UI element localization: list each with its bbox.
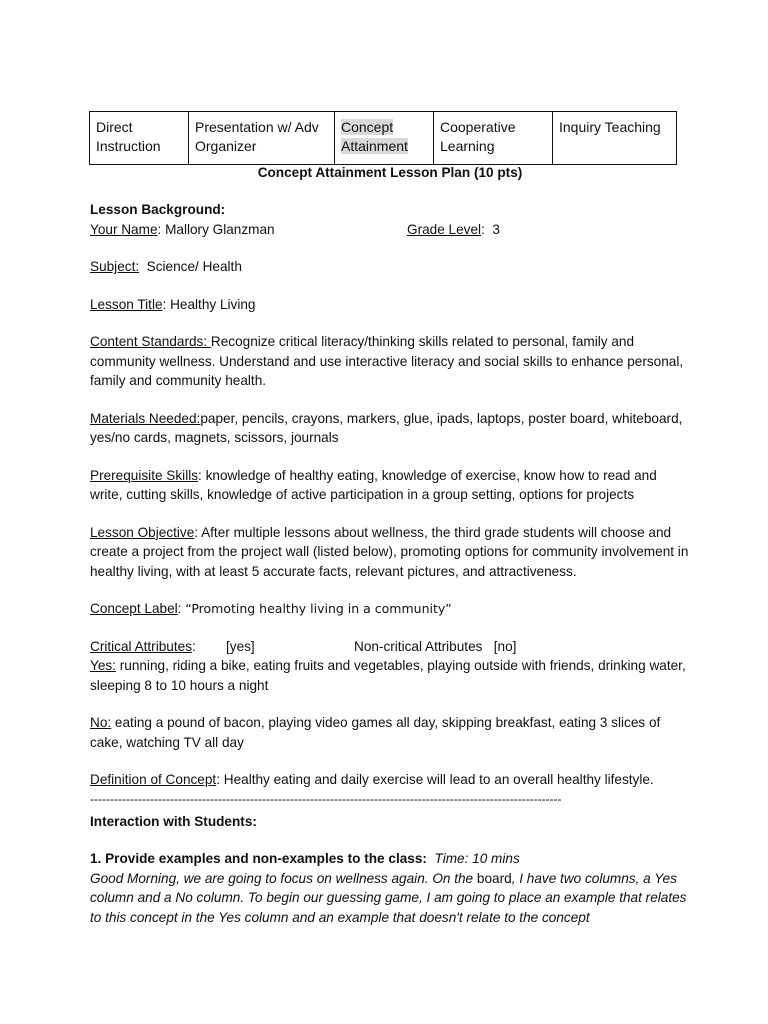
model-cooperative-learning (434, 112, 553, 165)
prerequisite-skills-field (90, 466, 690, 505)
page-title: Concept Attainment Lesson Plan (10 pts) (257, 165, 523, 180)
model-label: Learning (440, 138, 495, 154)
no-examples (90, 713, 690, 752)
model-label: Cooperative (440, 119, 516, 135)
yes-examples (90, 656, 690, 695)
field-value: : After multiple lessons about wellness, the third grade students will choose and create a project from the project wall (listed below), promoting options for community involvement in healthy living, with at least 5 accurate facts, relevant pictures, and attractiveness. (90, 524, 689, 579)
materials-field (90, 409, 690, 448)
field-label: Lesson Objective (90, 524, 195, 540)
step-text: Good Morning, we are going to focus on wellness again. On the (90, 870, 477, 886)
step-heading: 1. Provide examples and non-examples to the class: (90, 851, 427, 866)
field-label: Grade Level (407, 221, 482, 237)
field-label: Subject: (90, 259, 140, 274)
field-separator: : (192, 638, 196, 654)
model-inquiry-teaching (553, 112, 677, 165)
field-value: eating a pound of bacon, playing video games all day, skipping breakfast, eating 3 slices of cake, watching TV all day (90, 715, 661, 750)
step-1 (90, 849, 690, 927)
field-label: Yes: (90, 658, 116, 673)
field-value: : Mallory Glanzman (157, 221, 275, 237)
subject-field (90, 257, 690, 277)
lesson-background (90, 200, 690, 239)
interaction-heading: Interaction with Students: (90, 813, 257, 829)
teaching-models-table (89, 111, 677, 165)
grade-level-field (407, 220, 500, 240)
field-value: : Healthy Living (162, 296, 256, 312)
model-label: Inquiry Teaching (559, 119, 661, 135)
model-label: Presentation w/ Adv (195, 119, 319, 135)
field-label: Prerequisite Skills (90, 467, 199, 483)
model-label-highlighted: Concept (341, 119, 394, 135)
model-concept-attainment (335, 112, 434, 165)
divider: ---------------------------------------------------------------------------------------------------------------------- (90, 791, 562, 806)
model-label: Instruction (96, 138, 161, 154)
field-label: Concept Label (90, 601, 178, 616)
field-value: : knowledge of healthy eating, knowledge of exercise, know how to read and write, cutting skills, knowledge of active participation in a group setting, options for projects (90, 467, 657, 502)
attributes-block (90, 637, 690, 657)
name-grade-row (90, 220, 690, 240)
model-direct-instruction (90, 112, 189, 165)
field-separator: : (177, 601, 186, 616)
field-value: “Promoting healthy living in a community” (185, 601, 452, 616)
step-time: Time: 10 mins (434, 851, 520, 866)
noncritical-attributes: Non-critical Attributes [no] (354, 638, 517, 654)
field-value: : 3 (481, 221, 500, 237)
model-label-highlighted: Attainment (341, 138, 408, 154)
yes-tag: [yes] (226, 638, 255, 654)
field-value: : Healthy eating and daily exercise will lead to an overall healthy lifestyle. (216, 772, 654, 787)
field-value: paper, pencils, crayons, markers, glue, ipads, laptops, poster board, whiteboard, yes/no cards, magnets, scissors, journals (90, 410, 683, 445)
model-label: Direct (96, 119, 133, 135)
attributes-row (90, 637, 690, 657)
step-text: board (476, 870, 512, 886)
critical-attributes (90, 637, 354, 657)
field-label: Content Standards: (90, 334, 211, 349)
field-label: Your Name (90, 221, 158, 237)
concept-label-field (90, 599, 690, 619)
definition-field (90, 770, 690, 790)
your-name-field (90, 220, 407, 240)
field-label: Critical Attributes (90, 638, 192, 654)
field-label: Definition of Concept (90, 772, 217, 787)
field-value: Science/ Health (139, 259, 242, 274)
model-label: Organizer (195, 138, 257, 154)
section-heading: Lesson Background: (90, 202, 226, 217)
field-label: Lesson Title (90, 296, 163, 312)
model-presentation-adv-organizer (189, 112, 335, 165)
lesson-plan-body (90, 163, 690, 927)
content-standards-field (90, 332, 690, 391)
field-value: Recognize critical literacy/thinking skills related to personal, family and community wellness. Understand and use interactive literacy and social skills to enhance personal, family and community health. (90, 334, 684, 388)
field-label: Materials Needed: (90, 410, 201, 426)
lesson-objective-field (90, 523, 690, 582)
field-label: No: (90, 715, 112, 730)
step-text: , I have two columns, a Yes column and a No column. To begin our guessing game, I am going to place an example that relates to this concept in the Yes column and an example that doesn't relate to the concept (90, 870, 687, 925)
lesson-title-field (90, 295, 690, 315)
field-value: running, riding a bike, eating fruits and vegetables, playing outside with friends, drinking water, sleeping 8 to 10 hours a night (90, 658, 686, 693)
